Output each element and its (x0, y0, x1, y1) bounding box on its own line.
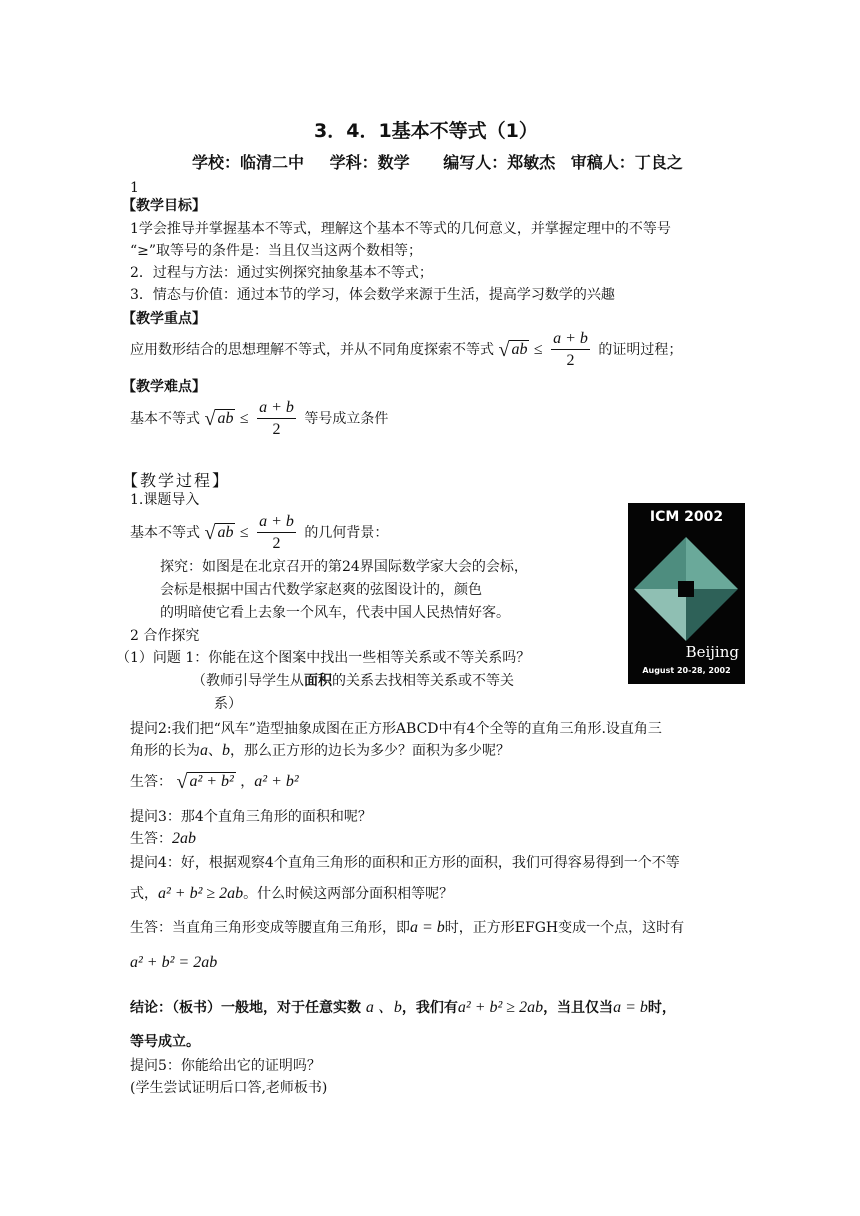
fraction: $\frac{a + b}{2}$ (259, 398, 294, 438)
explore-line-1: 探究：如图是在北京召开的第24界国际数学家大会的会标， (160, 559, 528, 575)
goal-line-1a: 1学会推导并掌握基本不等式，理解这个基本不等式的几何意义，并掌握定理中的不等号 (130, 221, 671, 237)
intro-title: 1.课题导入 (130, 492, 200, 508)
sqrt-sum-squares: √ a² + b² (176, 771, 234, 793)
coop-title: 2 合作探究 (130, 628, 200, 644)
process-heading: 【教学过程】 (122, 471, 231, 490)
question-3: 提问3：那4个直角三角形的面积和呢？ (130, 809, 372, 825)
key-points-pre: 应用数形结合的思想理解不等式，并从不同角度探索不等式 (130, 342, 494, 358)
goal-line-1b: “≥”取等号的条件是：当且仅当这两个数相等； (130, 243, 423, 259)
intro-post: 的几何背景： (304, 525, 389, 541)
difficulties-post: 等号成立条件 (304, 411, 389, 427)
question-5: 提问5：你能给出它的证明吗？ (130, 1058, 321, 1074)
question-4b: 式，a² + b² ≥ 2ab。什么时候这两部分面积相等呢？ (130, 885, 454, 902)
intro-pre: 基本不等式 (130, 525, 200, 541)
goal-line-2: 2．过程与方法：通过实例探究抽象基本不等式； (130, 265, 433, 281)
goal-line-3: 3．情态与价值：通过本节的学习，体会数学来源于生活，提高学习数学的兴趣 (130, 287, 615, 303)
pinwheel-icon (628, 531, 745, 641)
sqrt-ab: √ ab (204, 408, 234, 430)
goals-heading: 【教学目标】 (122, 198, 206, 214)
question-1: （1）问题 1：你能在这个图案中找出一些相等关系或不等关系吗？ (116, 650, 531, 666)
difficulties-line (130, 397, 388, 441)
writer-label: 编写人：郑敏杰 (443, 153, 556, 172)
sqrt-ab: √ ab (204, 522, 234, 544)
intro-line (130, 511, 388, 555)
fraction: $\frac{a + b}{2}$ (259, 512, 294, 552)
conclusion-line-2: 等号成立。 (130, 1034, 200, 1050)
page-title: 3．4．1基本不等式（1） (314, 120, 538, 142)
leq-sign: ≤ (533, 341, 543, 358)
answer-4-expr: a² + b² = 2ab (130, 954, 218, 971)
stray-mark: 1 (130, 180, 139, 196)
subject-label: 学科：数学 (329, 153, 410, 172)
logo-city: Beijing (685, 643, 739, 661)
question-2b: 角形的长为a、b，那么正方形的边长为多少？面积为多少呢？ (130, 742, 510, 759)
key-points-heading: 【教学重点】 (122, 311, 206, 327)
question-4a: 提问4：好，根据观察4个直角三角形的面积和正方形的面积，我们可得容易得到一个不等 (130, 855, 680, 871)
icm-2002-logo (628, 503, 745, 684)
answer-2: 生答： √ a² + b² ，a² + b² (130, 771, 299, 793)
explore-line-2: 会标是根据中国古代数学家赵爽的弦图设计的，颜色 (160, 582, 482, 598)
answer-3: 生答：2ab (130, 830, 196, 847)
difficulties-heading: 【教学难点】 (122, 379, 206, 395)
leq-sign: ≤ (239, 524, 249, 541)
leq-sign: ≤ (239, 410, 249, 427)
sqrt-ab: √ ab (498, 339, 528, 361)
question-2a: 提问2:我们把“风车”造型抽象成图在正方形ABCD中有4个全等的直角三角形.设直角三 (130, 721, 662, 737)
difficulties-pre: 基本不等式 (130, 411, 200, 427)
school-label: 学校：临清二中 (192, 153, 305, 172)
explore-line-3: 的明暗使它看上去象一个风车，代表中国人民热情好客。 (160, 605, 510, 621)
fraction: $\frac{a + b}{2}$ (553, 329, 588, 369)
reviewer-label: 审稿人：丁良之 (570, 153, 683, 172)
question-1-note-end: 系） (214, 696, 242, 712)
logo-dates: August 20-28, 2002 (642, 666, 731, 675)
key-points-post: 的证明过程； (598, 342, 683, 358)
conclusion-line-1: 结论：（板书）一般地，对于任意实数 a 、b，我们有a² + b² ≥ 2ab，当且仅当a = b时， (130, 999, 676, 1016)
question-1-note: （教师引导学生从面积的关系去找相等关系或不等关 (192, 673, 514, 689)
logo-top-text: ICM 2002 (649, 509, 724, 525)
question-5-note: (学生尝试证明后口答,老师板书) (130, 1080, 328, 1096)
answer-4: 生答：当直角三角形变成等腰直角三角形，即a = b时，正方形EFGH变成一个点，这时有 (130, 919, 685, 936)
author-line (192, 150, 683, 173)
key-points-line (130, 328, 682, 372)
